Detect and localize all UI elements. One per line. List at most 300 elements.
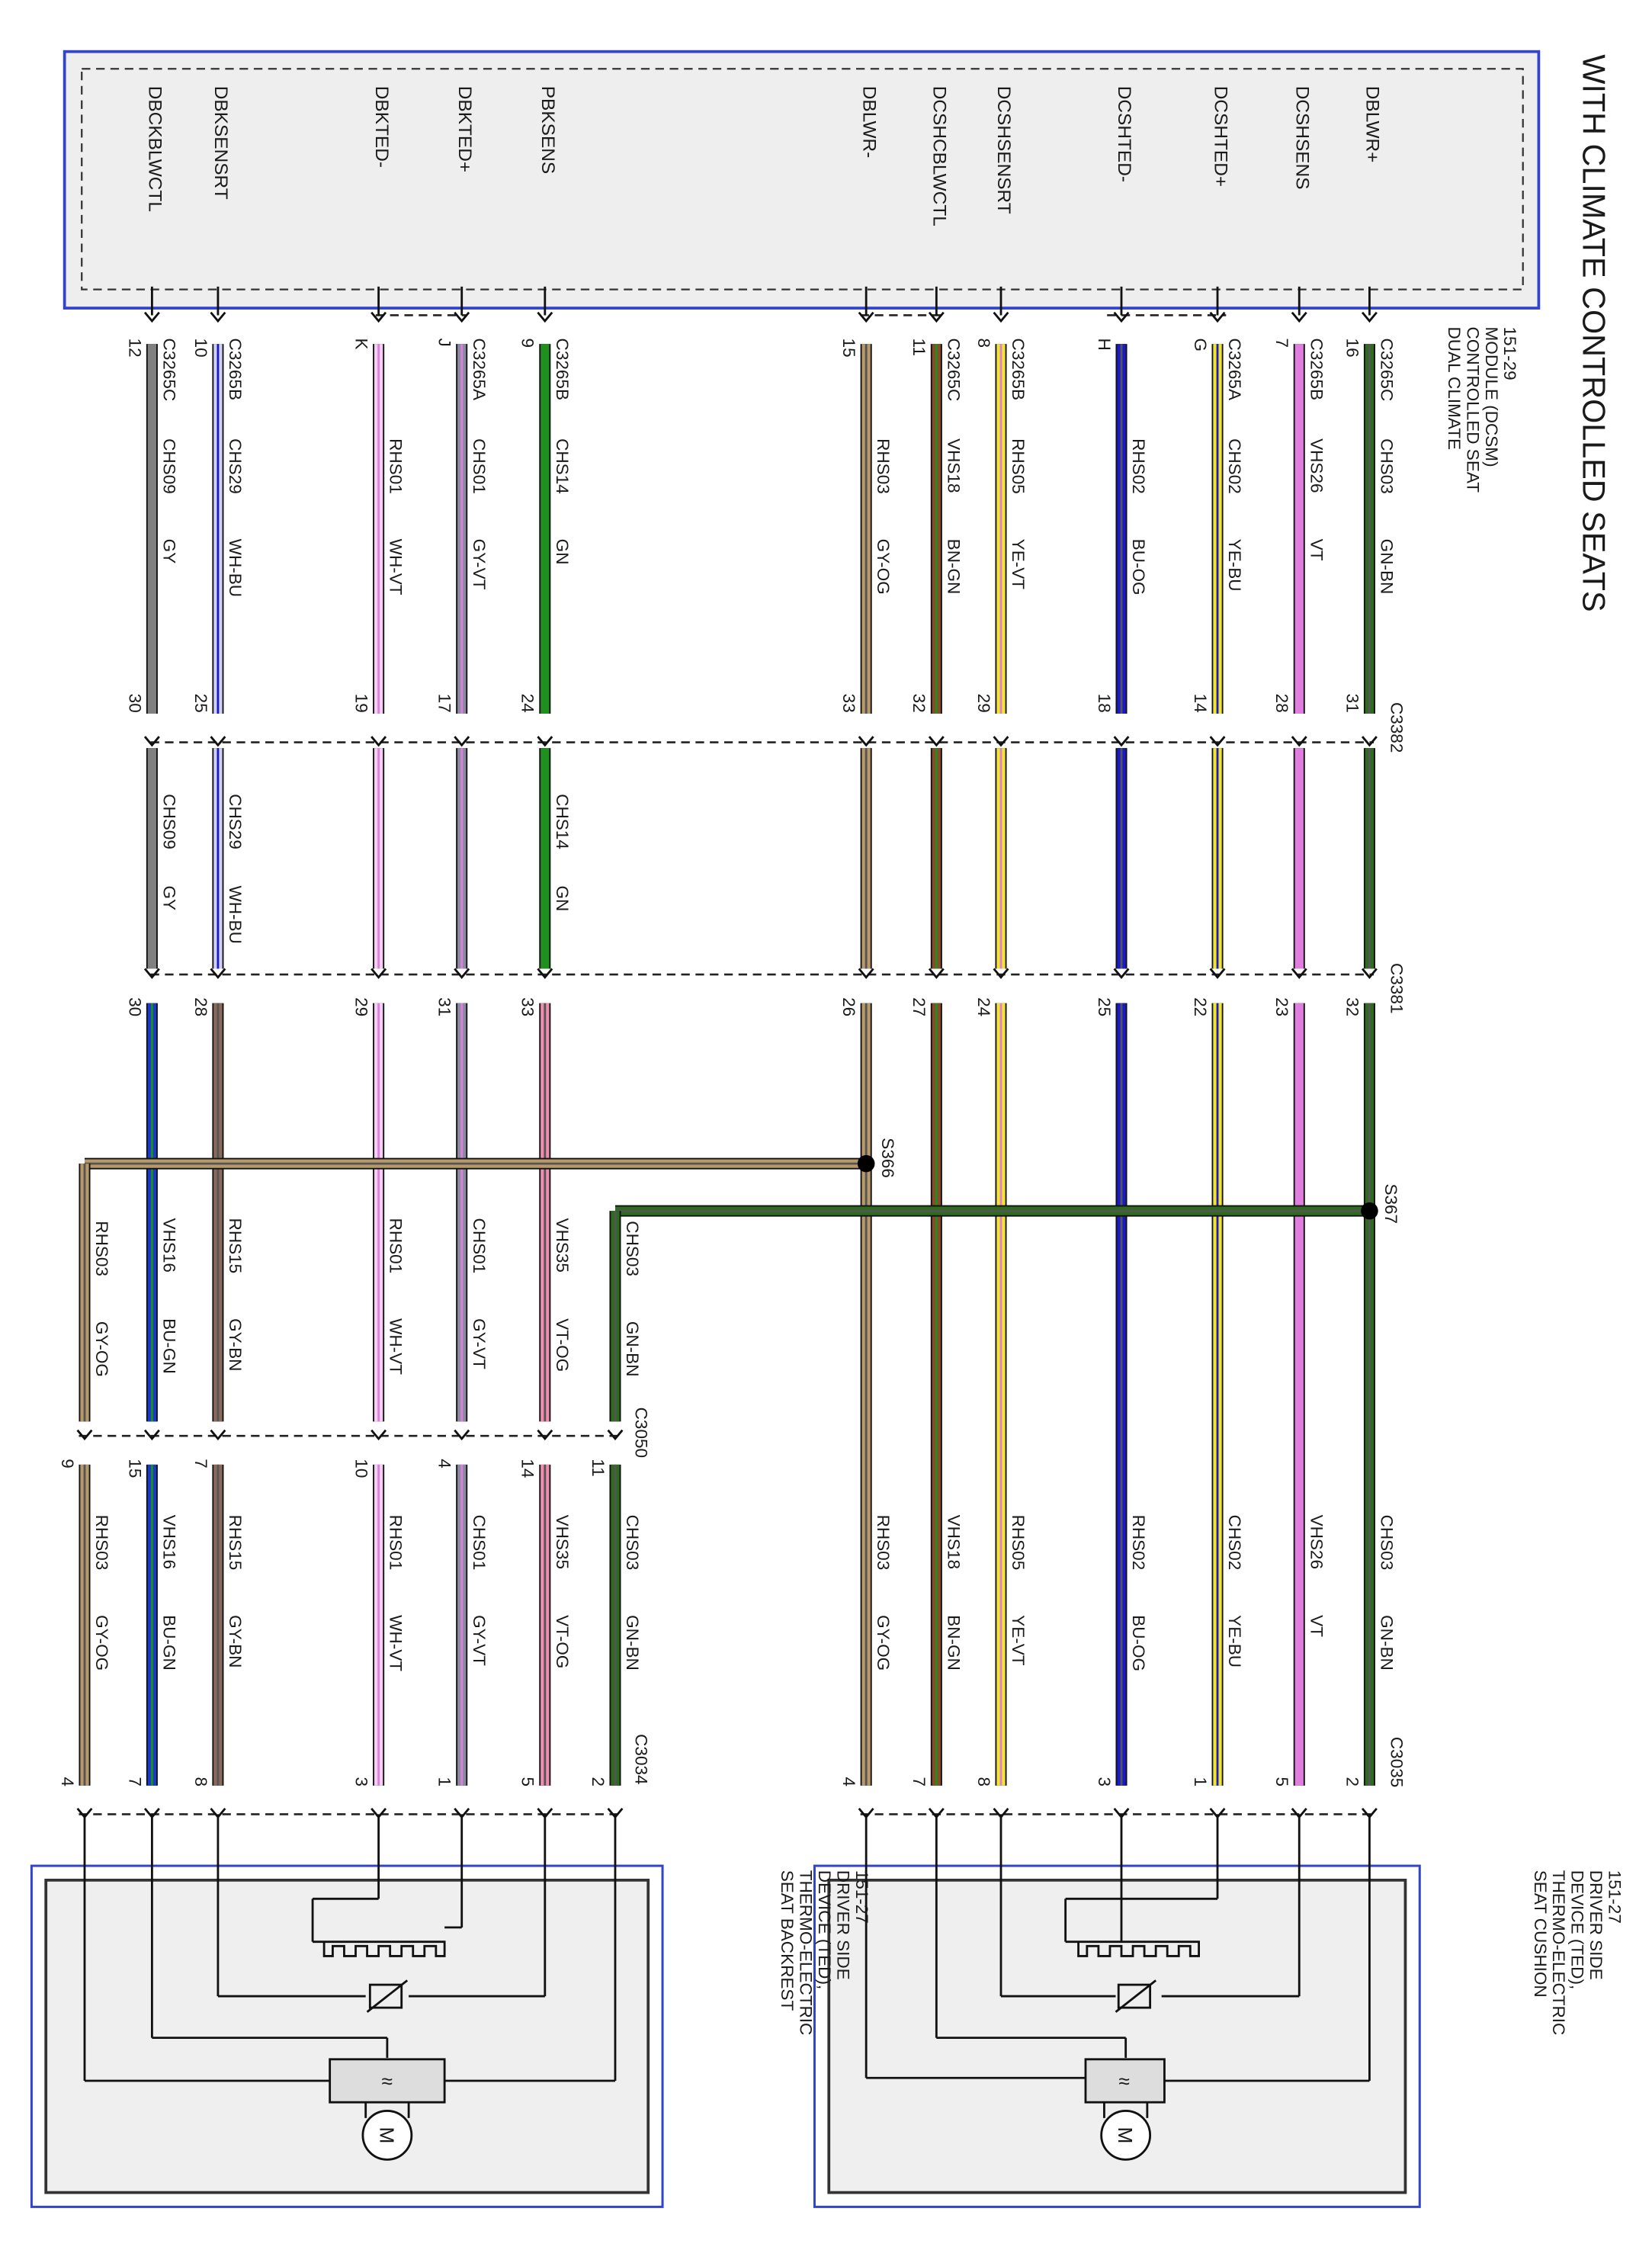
wire-0-seg1-color: GN-BN	[1377, 538, 1397, 595]
wire-8-arrow-c3050	[454, 1430, 469, 1439]
wire-4-src-conn-group	[1009, 339, 1028, 400]
wire-11-src-pin: 12	[125, 338, 145, 358]
wire-9-arrow-c3050	[371, 1430, 386, 1439]
wire-1-src-conn-group	[1307, 339, 1326, 400]
splice-s367-label: S367	[1381, 1183, 1401, 1225]
wire-1-dest-pin: 5	[1272, 1777, 1292, 1787]
wire-2-seg1-circuit-group	[1225, 438, 1244, 494]
svg-text:151-27: 151-27	[852, 1870, 872, 1924]
wire-8-pin-name: DBKTED+	[454, 85, 475, 173]
wire-10-seg1-circuit: CHS29	[225, 438, 245, 494]
wire-3-arrow-c3381	[1115, 969, 1129, 977]
wire-9-arrow-c3382	[371, 737, 386, 745]
wire-0-src-pin: 16	[1342, 338, 1362, 358]
wire-10-seg2-circuit-group	[226, 794, 245, 849]
wire-7-seg2-circuit: CHS14	[552, 794, 572, 849]
splice-s366-dot	[858, 1155, 875, 1173]
wire-3-pin-name: DCSHTED-	[1114, 85, 1135, 182]
branch-0-seg4-color: GN-BN	[623, 1615, 643, 1671]
wire-11-seg4-circuit: VHS16	[159, 1514, 179, 1570]
wire-8-seg1-color-group	[470, 539, 489, 590]
wire-2-c3382-pin: 14	[1190, 693, 1210, 713]
wire-0-arrow-c3381	[1362, 969, 1377, 977]
connector-c3381-label: C3381	[1387, 963, 1407, 1014]
wire-10-arrow-c3381	[211, 969, 226, 977]
wire-10-c3381-pin: 28	[191, 997, 210, 1017]
wire-10-dest-pin-group	[191, 1777, 210, 1787]
wire-10-seg4-color: GY-BN	[225, 1615, 245, 1668]
wire-10-c3050-pin-group	[191, 1459, 210, 1469]
wire-7-seg1-color: GN	[552, 538, 572, 565]
wire-3-seg3-color: BU-OG	[1129, 1615, 1149, 1672]
wire-5-pin-name-group	[929, 86, 950, 226]
wires-layer	[78, 287, 1377, 1817]
wire-11-seg2-circuit: CHS09	[159, 794, 179, 849]
wire-4-c3381-pin: 24	[974, 997, 993, 1017]
wire-7-c3381-pin: 33	[518, 997, 537, 1017]
wire-0-seg1-color-group	[1377, 539, 1396, 595]
wire-7-seg2-circuit-group	[553, 794, 572, 849]
wire-9-seg1-circuit: RHS01	[386, 438, 406, 494]
wire-8-seg3-circuit: CHS01	[469, 1218, 489, 1274]
wire-11-seg1-circuit: CHS09	[159, 438, 179, 494]
wire-2-src-conn-group	[1225, 339, 1244, 400]
wire-6-dest-pin: 4	[839, 1777, 859, 1787]
wire-1-pin-name: DCSHSENS	[1291, 85, 1313, 190]
wire-11-c3050-pin: 15	[125, 1459, 145, 1478]
wire-1-arrow-c3382	[1292, 737, 1307, 745]
wire-2-c3381-pin: 22	[1190, 997, 1210, 1017]
diagram-title: WITH CLIMATE CONTROLLED SEATS	[1576, 54, 1612, 612]
wire-0-seg1-circuit-group	[1377, 438, 1396, 494]
wire-0-seg3-color: GN-BN	[1377, 1615, 1397, 1671]
wire-7-c3381-pin-group	[518, 997, 537, 1016]
wire-5-src-conn-group	[944, 339, 963, 402]
wire-3-seg1-circuit-group	[1129, 438, 1148, 494]
wire-8-dest-pin-group	[435, 1777, 454, 1787]
wire-4-seg1-circuit-group	[1009, 438, 1028, 494]
wire-3-dest-pin: 3	[1094, 1777, 1114, 1787]
wire-0-src-conn: C3265C	[1377, 338, 1397, 402]
branch-0-seg4-color-group	[623, 1615, 642, 1671]
wire-9-c3050-pin: 10	[351, 1459, 371, 1478]
wire-4-seg1-color: YE-VT	[1009, 538, 1028, 590]
wire-10-seg1-circuit-group	[226, 438, 245, 494]
branch-0-seg3-circuit-group	[623, 1221, 642, 1276]
wire-9-arrow-c3381	[371, 969, 386, 977]
svg-text:DRIVER SIDE: DRIVER SIDE	[1586, 1870, 1606, 1980]
wire-7-seg2-color-group	[553, 886, 572, 912]
wire-1-seg1-circuit-group	[1307, 438, 1326, 493]
wire-6-c3381-pin: 26	[839, 997, 859, 1017]
branch-0-dest-pin: 2	[588, 1777, 608, 1787]
wire-11-seg4-circuit-group	[159, 1515, 178, 1569]
connector-boundaries	[79, 315, 1374, 1814]
wire-5-dest-pin: 7	[909, 1777, 929, 1787]
seat-cushion-device	[814, 1814, 1624, 2207]
wire-0-dest-pin-group	[1342, 1777, 1362, 1787]
svg-text:M: M	[375, 2127, 399, 2144]
svg-text:DUAL CLIMATE: DUAL CLIMATE	[1444, 326, 1464, 451]
wire-4-seg3-circuit-group	[1009, 1515, 1028, 1571]
connector-c3050-label: C3050	[631, 1407, 651, 1459]
svg-text:M: M	[1114, 2127, 1137, 2144]
wire-9-seg4-color-group	[387, 1615, 406, 1671]
wire-6-seg3-circuit: RHS03	[874, 1514, 893, 1571]
wire-7-seg3-circuit: VHS35	[552, 1218, 572, 1273]
wire-1-arrow-c3381	[1292, 969, 1307, 977]
wire-6-arrow-c3382	[859, 737, 874, 745]
branch-1-seg3-color: GY-OG	[92, 1321, 112, 1377]
wire-5-src-pin-group	[909, 339, 929, 356]
wire-9-seg4-color: WH-VT	[386, 1615, 406, 1672]
connector-c3034-label: C3034	[631, 1734, 651, 1785]
branch-1-seg4-color: GY-OG	[92, 1615, 112, 1671]
wire-3-seg1-color: BU-OG	[1129, 538, 1149, 595]
wire-4-dest-pin: 8	[974, 1777, 993, 1787]
wire-8-seg4-circuit: CHS01	[469, 1514, 489, 1571]
wire-8-src-conn-group	[470, 339, 489, 400]
wire-0-c3381-pin: 32	[1342, 997, 1362, 1017]
wire-10-seg4-color-group	[226, 1615, 245, 1668]
wire-10-seg4-circuit: RHS15	[225, 1514, 245, 1571]
wire-11-seg1-color-group	[159, 539, 178, 564]
wire-5-src-conn: C3265C	[944, 338, 964, 402]
wire-6-seg1-color: GY-OG	[874, 538, 893, 595]
wire-1-c3382-pin-group	[1272, 694, 1291, 713]
svg-text:DEVICE (TED),: DEVICE (TED),	[1567, 1870, 1587, 1990]
wire-0-seg3-circuit-group	[1377, 1515, 1396, 1571]
wire-4-c3382-pin: 29	[974, 693, 993, 713]
wire-11-c3381-pin: 30	[125, 997, 145, 1017]
wire-7-arrow-c3050	[537, 1430, 552, 1439]
wire-3-arrow-c3382	[1115, 737, 1129, 745]
wire-9-dest-pin: 3	[351, 1777, 371, 1787]
branch-0-dest-pin-group	[589, 1777, 608, 1787]
wire-1-seg3-circuit: VHS26	[1307, 1514, 1326, 1570]
wire-8-src-pin-group	[435, 339, 454, 347]
wire-2-dest-pin: 1	[1190, 1777, 1210, 1787]
wire-10-pin-name: DBKSENSRT	[210, 85, 232, 200]
wire-0-seg1-circuit: CHS03	[1377, 438, 1397, 494]
wire-8-c3381-pin-group	[435, 997, 454, 1016]
wire-7-src-pin: 9	[518, 338, 537, 348]
wire-8-seg4-color: GY-VT	[469, 1615, 489, 1666]
splice-s366-label: S366	[877, 1138, 897, 1178]
wire-5-seg3-color: BN-GN	[944, 1615, 964, 1671]
connector-c3035-label: C3035	[1387, 1736, 1407, 1788]
wire-3-seg1-color-group	[1129, 539, 1148, 595]
wire-6-seg1-color-group	[874, 539, 893, 595]
wire-4-pin-name: DCSHSENSRT	[993, 85, 1015, 214]
svg-text:DEVICE (TED),: DEVICE (TED),	[815, 1870, 835, 1990]
wire-11-seg3-circuit: VHS16	[159, 1218, 179, 1273]
wire-5-seg3-circuit-group	[944, 1515, 963, 1569]
wire-11-arrow-c3050	[145, 1430, 159, 1439]
branch-1-c3050-pin: 9	[57, 1459, 77, 1469]
wire-0-c3382-pin: 31	[1342, 693, 1362, 713]
wire-0-c3381-pin-group	[1342, 997, 1362, 1016]
wire-9-seg3-color: WH-VT	[386, 1318, 406, 1375]
svg-text:THERMO-ELECTRIC: THERMO-ELECTRIC	[796, 1870, 816, 2036]
wire-7-seg1-circuit: CHS14	[552, 438, 572, 494]
wire-10-dest-pin: 8	[191, 1777, 210, 1787]
wire-11-pin-name-group	[145, 86, 165, 212]
wire-4-seg3-color: YE-VT	[1009, 1615, 1028, 1666]
wire-3-src-pin-group	[1095, 339, 1114, 351]
branch-0-seg4-circuit: CHS03	[623, 1514, 643, 1571]
wire-2-seg1-color: YE-BU	[1225, 538, 1245, 592]
wire-7-seg3-circuit-group	[553, 1218, 572, 1273]
wire-7-seg4-circuit-group	[553, 1515, 572, 1569]
labels-layer	[58, 86, 1397, 1786]
wire-2-seg3-circuit: CHS02	[1225, 1514, 1245, 1571]
wire-10-src-conn: C3265B	[225, 338, 245, 401]
branch-1-seg3-circuit: RHS03	[92, 1221, 112, 1276]
wire-9-pin-name: DBKTED-	[370, 85, 392, 168]
branch-1-seg3-color-group	[92, 1321, 111, 1377]
wire-11-dest-pin-group	[125, 1777, 144, 1787]
wire-9-seg3-circuit: RHS01	[386, 1218, 406, 1274]
wire-10-c3050-pin: 7	[191, 1459, 210, 1469]
wire-1-seg3-color: VT	[1307, 1615, 1326, 1637]
wire-7-c3050-pin-group	[518, 1459, 537, 1478]
wire-0-seg3-circuit: CHS03	[1377, 1514, 1397, 1571]
wire-7-seg1-color-group	[553, 539, 572, 565]
wire-2-seg3-circuit-group	[1225, 1515, 1244, 1571]
wire-11-src-pin-group	[125, 339, 144, 358]
wire-4-pin-name-group	[993, 86, 1014, 214]
splice-s367-dot	[1361, 1202, 1378, 1220]
wire-9-seg4-circuit-group	[387, 1515, 406, 1571]
wire-1-src-pin-group	[1272, 339, 1291, 348]
wire-4-seg3-color-group	[1009, 1615, 1028, 1666]
wire-6-arrow-c3381	[859, 969, 874, 977]
wire-1-dest-pin-group	[1272, 1777, 1291, 1787]
wire-10-src-pin-group	[191, 339, 210, 358]
wire-9-src-pin: K	[351, 338, 371, 350]
wire-7-seg4-color-group	[553, 1615, 572, 1668]
branch-1-seg4-circuit: RHS03	[92, 1514, 112, 1571]
wire-9-dest-pin-group	[352, 1777, 371, 1787]
svg-text:CONTROLLED SEAT: CONTROLLED SEAT	[1463, 326, 1483, 493]
wire-6-seg1-circuit: RHS03	[874, 438, 893, 494]
wire-9-seg4-circuit: RHS01	[386, 1514, 406, 1571]
wire-0-pin-name: DBLWR+	[1362, 85, 1383, 163]
wire-6-c3382-pin: 33	[839, 693, 859, 713]
wire-7-seg3-color-group	[553, 1318, 572, 1372]
wire-10-seg3-circuit-group	[226, 1218, 245, 1274]
wire-5-seg3-circuit: VHS18	[944, 1514, 964, 1570]
wire-6-c3382-pin-group	[839, 694, 858, 713]
wire-8-pin-name-group	[454, 86, 475, 172]
wire-10-seg2-circuit: CHS29	[225, 794, 245, 849]
wire-0-dest-pin: 2	[1342, 1777, 1362, 1787]
wire-9-seg1-color: WH-VT	[386, 538, 406, 595]
wire-11-seg2-circuit-group	[159, 794, 178, 849]
wire-8-arrow-c3382	[454, 737, 469, 745]
branch-0-c3050-pin: 11	[588, 1459, 608, 1477]
connector-c3382-label: C3382	[1387, 701, 1407, 753]
wire-11-c3381-pin-group	[125, 997, 144, 1016]
branch-1-c3050-pin-group	[58, 1459, 77, 1469]
svg-text:SEAT CUSHION: SEAT CUSHION	[1530, 1870, 1550, 1998]
wire-4-seg1-color-group	[1009, 539, 1028, 590]
wire-10-seg4-circuit-group	[226, 1515, 245, 1571]
wire-6-seg1-circuit-group	[874, 438, 893, 494]
wire-0-src-pin-group	[1342, 339, 1362, 358]
wire-3-seg1-circuit: RHS02	[1129, 438, 1149, 494]
wire-5-c3381-pin: 27	[909, 997, 929, 1017]
wire-5-pin-name: DCSHCBLWCTL	[929, 85, 950, 226]
cushion-fan-icon: ≈	[1118, 2069, 1130, 2093]
wire-10-arrow-c3382	[211, 737, 226, 745]
wire-6-seg3-circuit-group	[874, 1515, 893, 1571]
wire-3-seg3-circuit: RHS02	[1129, 1514, 1149, 1571]
cushion-device-name	[1531, 1870, 1625, 2036]
wire-7-dest-pin: 5	[518, 1777, 537, 1787]
wire-11-src-conn: C3265C	[159, 338, 179, 402]
wire-11-seg3-circuit-group	[159, 1218, 178, 1273]
wire-1-seg3-color-group	[1307, 1615, 1326, 1637]
wire-8-c3382-pin-group	[435, 694, 454, 713]
wire-11-seg4-color-group	[159, 1615, 178, 1671]
wire-1-c3382-pin: 28	[1272, 693, 1292, 713]
wire-11-seg2-color-group	[159, 886, 178, 911]
wire-6-src-pin: 15	[839, 338, 859, 358]
wire-0-src-conn-group	[1377, 339, 1396, 402]
wire-9-c3381-pin-group	[352, 997, 371, 1016]
branch-1-dest-pin-group	[58, 1777, 77, 1787]
wire-6-c3381-pin-group	[839, 997, 858, 1016]
svg-text:THERMO-ELECTRIC: THERMO-ELECTRIC	[1549, 1870, 1569, 2036]
wire-2-arrow-c3381	[1211, 969, 1225, 977]
wire-10-seg3-color-group	[226, 1318, 245, 1371]
wire-6-dest-pin-group	[839, 1777, 858, 1787]
wire-11-arrow-c3382	[145, 737, 159, 745]
wire-7-seg4-circuit: VHS35	[552, 1514, 572, 1570]
wire-4-arrow-c3381	[994, 969, 1009, 977]
wire-11-c3382-pin-group	[125, 694, 144, 713]
wire-2-src-conn: C3265A	[1225, 338, 1245, 401]
wire-9-src-pin-group	[352, 339, 371, 350]
svg-text:SEAT BACKREST: SEAT BACKREST	[778, 1870, 797, 2011]
wire-4-src-conn: C3265B	[1009, 338, 1028, 401]
wire-9-seg3-circuit-group	[387, 1218, 406, 1274]
wire-7-src-pin-group	[518, 339, 537, 348]
branch-0-seg3-color: GN-BN	[623, 1321, 643, 1377]
wire-3-c3382-pin-group	[1095, 694, 1114, 713]
wire-11-seg3-color: BU-GN	[159, 1318, 179, 1374]
wire-2-pin-name: DCSHTED+	[1210, 85, 1231, 188]
wire-6-src-pin-group	[839, 339, 858, 358]
wire-5-seg1-color-group	[944, 539, 963, 595]
wire-2-pin-name-group	[1210, 86, 1230, 187]
wire-4-seg3-circuit: RHS05	[1009, 1514, 1028, 1571]
wire-7-c3050-pin: 14	[518, 1459, 537, 1478]
branch-0-seg4-circuit-group	[623, 1515, 642, 1571]
svg-text:151-27: 151-27	[1605, 1870, 1625, 1924]
wire-5-seg1-color: BN-GN	[944, 538, 964, 595]
wire-10-c3382-pin-group	[191, 694, 210, 713]
wire-8-seg1-circuit: CHS01	[469, 438, 489, 494]
wire-11-seg2-color: GY	[159, 885, 179, 911]
wire-11-seg3-color-group	[159, 1318, 178, 1374]
wire-5-c3382-pin-group	[909, 694, 929, 713]
wire-9-seg1-color-group	[387, 539, 406, 595]
wire-10-src-conn-group	[226, 339, 245, 400]
wire-7-pin-name-group	[537, 86, 558, 174]
wire-11-c3382-pin: 30	[125, 693, 145, 713]
wire-4-src-pin-group	[974, 339, 993, 348]
wire-11-pin-name: DBCKBLWCTL	[144, 85, 165, 212]
wire-3-seg3-circuit-group	[1129, 1515, 1148, 1571]
wire-1-seg1-circuit: VHS26	[1307, 438, 1326, 493]
wire-9-c3382-pin: 19	[351, 693, 371, 713]
wire-8-seg4-circuit-group	[470, 1515, 489, 1571]
wire-2-c3381-pin-group	[1191, 997, 1210, 1016]
wire-2-c3382-pin-group	[1191, 694, 1210, 713]
wire-1-seg1-color-group	[1307, 539, 1326, 561]
wire-5-dest-pin-group	[909, 1777, 929, 1787]
wire-2-seg1-circuit: CHS02	[1225, 438, 1245, 494]
wire-7-seg1-circuit-group	[553, 438, 572, 494]
branch-1-seg4-color-group	[92, 1615, 111, 1671]
wire-8-c3050-pin-group	[435, 1459, 454, 1469]
wire-11-seg1-circuit-group	[159, 438, 178, 494]
wire-1-src-conn: C3265B	[1307, 338, 1326, 401]
wire-8-seg4-color-group	[470, 1615, 489, 1666]
wire-0-seg3-color-group	[1377, 1615, 1396, 1671]
wire-5-seg1-circuit-group	[944, 438, 963, 493]
wire-10-seg1-color-group	[226, 539, 245, 597]
wire-4-c3381-pin-group	[974, 997, 993, 1016]
wire-7-dest-pin-group	[518, 1777, 537, 1787]
wire-6-seg3-color: GY-OG	[874, 1615, 893, 1671]
wire-11-dest-pin: 7	[125, 1777, 145, 1787]
wire-2-seg1-color-group	[1225, 539, 1244, 592]
wire-4-c3382-pin-group	[974, 694, 993, 713]
wire-5-src-pin: 11	[909, 338, 929, 356]
wire-9-c3381-pin: 29	[351, 997, 371, 1017]
wire-3-c3381-pin: 25	[1094, 997, 1114, 1017]
wire-3-seg3-color-group	[1129, 1615, 1148, 1671]
wire-7-arrow-c3381	[537, 969, 552, 977]
wire-10-c3381-pin-group	[191, 997, 210, 1016]
wire-9-pin-name-group	[371, 86, 392, 168]
wire-2-seg3-color: YE-BU	[1225, 1615, 1245, 1668]
wire-8-src-conn: C3265A	[469, 338, 489, 401]
wire-7-src-conn: C3265B	[552, 338, 572, 401]
wire-11-seg4-color: BU-GN	[159, 1615, 179, 1671]
wire-8-src-pin: J	[435, 338, 454, 347]
wire-11-arrow-c3381	[145, 969, 159, 977]
wire-4-src-pin: 8	[974, 338, 993, 348]
wire-7-seg2-color: GN	[552, 885, 572, 912]
wire-7-pin-name: PBKSENS	[537, 85, 559, 175]
wire-9-seg1-circuit-group	[387, 438, 406, 494]
wire-8-seg3-circuit-group	[470, 1218, 489, 1274]
wire-8-seg3-color-group	[470, 1318, 489, 1369]
wire-7-seg3-color: VT-OG	[552, 1318, 572, 1372]
svg-text:DRIVER SIDE: DRIVER SIDE	[833, 1870, 853, 1980]
wire-2-dest-pin-group	[1191, 1777, 1210, 1787]
wire-0-pin-name-group	[1362, 86, 1383, 163]
wire-10-c3382-pin: 25	[191, 693, 210, 713]
wire-5-seg3-color-group	[944, 1615, 963, 1671]
wire-8-seg3-color: GY-VT	[469, 1318, 489, 1369]
branch-1-seg3-circuit-group	[92, 1221, 111, 1276]
